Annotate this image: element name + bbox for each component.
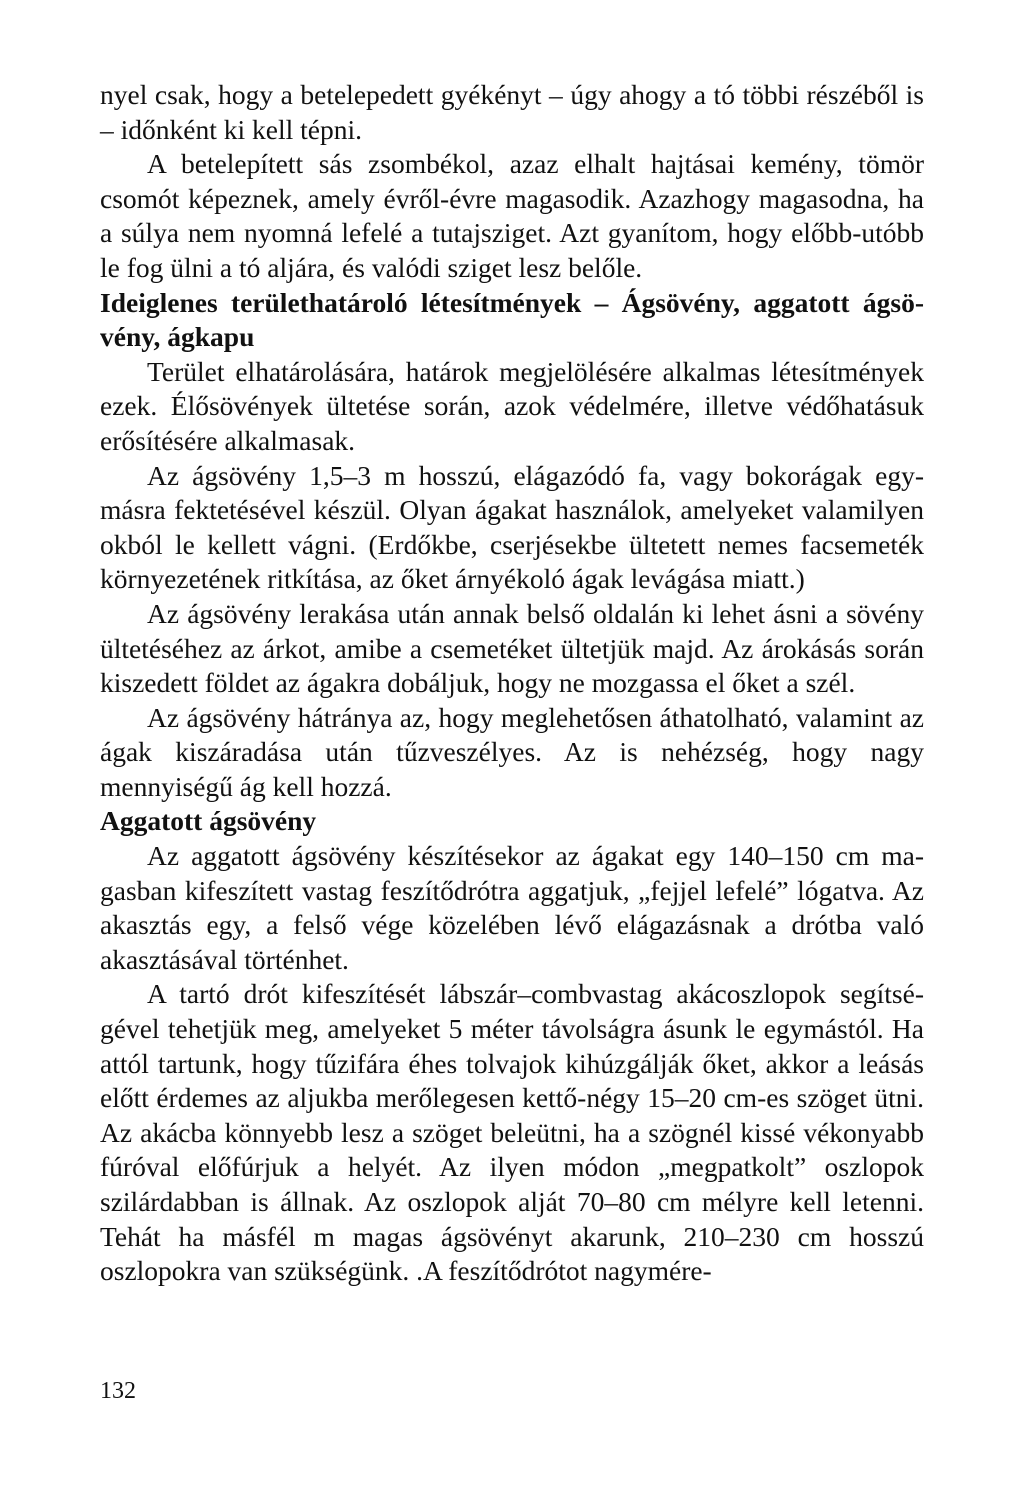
paragraph-tarto-drot: A tartó drót kifeszítését lábszár–combvastag akácoszlopok segítségével tehetjük meg, amelyeket 5 méter távolságra ásunk le egymástól. Ha attól tartunk, hogy tűzifára éhes tolvajok kihúzgálják őket, akkor a leásás előtt érdemes az aljukba merőlegesen kettő-négy 15–20 cm-es szöget ütni. Az akácba könnyebb lesz a szöget beleütni, ha a szögnél kissé vékonyabb fúróval előfúrjuk a helyét. Az ilyen módon „megpatkolt” oszlopok szilárdabban is állnak. Az oszlopok alját 70–80 cm mélyre kell letenni. Tehát ha másfél m magas ágsövényt akarunk, 210–230 cm hosszú oszlopokra van szükségünk. .A feszítődrótot nagymére- <box>100 978 924 1287</box>
paragraph-terulet-elhatarolas: Terület elhatárolására, határok megjelölésére alkalmas létesítmények ezek. Élősövények ültetése során, azok védelmére, illetve védőhatásuk erősítésére alkalmasak. <box>100 355 924 456</box>
page-number: 132 <box>100 1378 136 1404</box>
section-heading-aggatott: Aggatott ágsövény <box>100 805 317 837</box>
paragraph-agsoveny-lerakas: Az ágsövény lerakása után annak belső oldalán ki lehet ásni a sövény ültetéséhez az árkot, amibe a csemetéket ültetjük majd. Az árokásás során kiszedett földet az ágakra dobáljuk, hogy ne mozgassa el őket a szél. <box>100 597 924 699</box>
paragraph-agsoveny-keszites: Az ágsövény 1,5–3 m hosszú, elágazódó fa, vagy bokorágak egymásra fektetésével készül. Olyan ágakat használok, amelyeket valamilyen okból le kellett vágni. (Erdőkbe, cserjésekbe ültetett nemes facsemeték környezetének ritkítása, az őket árnyékoló ágak levágása miatt.) <box>100 459 924 595</box>
paragraph-sas-zsombek: A betelepített sás zsombékol, azaz elhalt hajtásai kemény, tömör csomót képeznek, amely évről-évre magasodik. Azazhogy magasodna, ha a súlya nem nyomná lefelé a tutajsziget. Azt gyanítom, hogy előbb-utóbb le fog ülni a tó aljára, és valódi sziget lesz belőle. <box>100 148 924 283</box>
page-body <box>100 78 924 1289</box>
section-heading-ideiglenes: Ideiglenes területhatároló létesítmények – Ágsövény, aggatott ágsövény, ágkapu <box>100 286 924 353</box>
paragraph-continuation: nyel csak, hogy a betelepedett gyékényt – úgy ahogy a tó többi részéből is – időnként ki kell tépni. <box>100 79 924 145</box>
paragraph-agsoveny-hatrany: Az ágsövény hátránya az, hogy meglehetősen áthatolható, valamint az ágak kiszáradása után tűzveszélyes. Az is nehézség, hogy nagy mennyiségű ág kell hozzá. <box>100 701 924 802</box>
paragraph-aggatott-keszites: Az aggatott ágsövény készítésekor az ágakat egy 140–150 cm magasban kifeszített vastag feszítődrótra aggatjuk, „fejjel lefelé” lógatva. Az akasztás egy, a felső vége közelében lévő elágazásnak a drótba való akasztásával történhet. <box>100 840 924 975</box>
